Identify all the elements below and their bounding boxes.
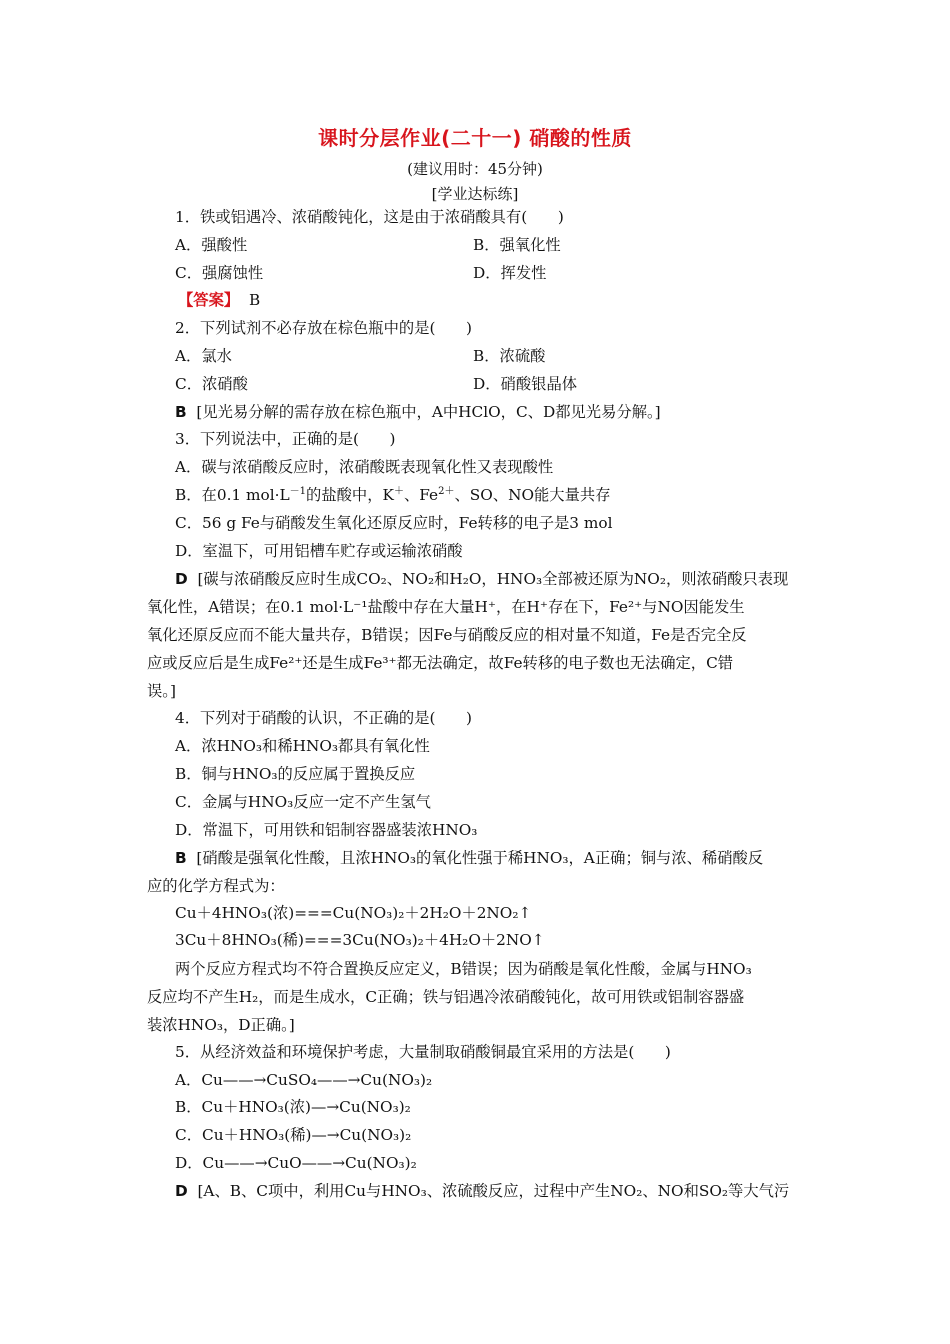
- page-title: 课时分层作业(二十一) 硝酸的性质: [318, 126, 632, 150]
- q1-answer: [178, 290, 260, 310]
- q5-explanation-line1: D [A、B、C项中，利用Cu与HNO₃、浓硫酸反应，过程中产生NO₂、NO和SO₂等大气污: [175, 1182, 790, 1200]
- q5-option-d: D．Cu——→CuO——→Cu(NO₃)₂: [175, 1154, 417, 1172]
- q3-explanation-line3: 氧化还原反应而不能大量共存，B错误；因Fe与硝酸反应的相对量不知道，Fe是否完全反: [147, 626, 747, 644]
- q3-option-d: D．室温下，可用铝槽车贮存或运输浓硝酸: [175, 542, 463, 560]
- q3-option-b: B．在0.1 $mol\cdot L^{-1}$的盐酸中，K＋、$Fe^{2+}$、SO、NO能大量共存: [175, 485, 611, 504]
- q1-stem: 1．铁或铝遇冷、浓硝酸钝化，这是由于浓硝酸具有( ): [175, 208, 564, 226]
- q4-equation-2: 3Cu＋8HNO₃(稀)===3Cu(NO₃)₂＋4H₂O＋2NO↑: [175, 931, 545, 949]
- q4-option-d: D．常温下，可用铁和铝制容器盛装浓HNO₃: [175, 821, 478, 839]
- q1-option-b: B．强氧化性: [473, 236, 561, 254]
- q4-explanation-line1: B [硝酸是强氧化性酸，且浓HNO₃的氧化性强于稀HNO₃，A正确；铜与浓、稀硝酸反: [175, 849, 764, 867]
- q4-explanation-line2: 应的化学方程式为：: [147, 877, 285, 895]
- answer-value: B: [248, 291, 261, 309]
- q3-explanation-line5: 误。]: [147, 682, 176, 700]
- q5-option-b: B．Cu＋HNO₃(浓)—→Cu(NO₃)₂: [175, 1098, 411, 1116]
- q4-option-a: A．浓HNO₃和稀HNO₃都具有氧化性: [175, 737, 430, 755]
- q5-option-c: C．Cu＋HNO₃(稀)—→Cu(NO₃)₂: [175, 1126, 412, 1144]
- explanation-text: [见光易分解的需存放在棕色瓶中，A中HClO，C、D都见光易分解。]: [196, 403, 661, 421]
- q3-option-a: A．碳与浓硝酸反应时，浓硝酸既表现氧化性又表现酸性: [175, 458, 554, 476]
- q4-explanation-line4: 反应均不产生H₂，而是生成水，C正确；铁与铝遇冷浓硝酸钝化，故可用铁或铝制容器盛: [147, 988, 745, 1006]
- q1-option-a: A．强酸性: [175, 236, 248, 254]
- q4-option-c: C．金属与HNO₃反应一定不产生氢气: [175, 793, 431, 811]
- q4-equation-1: Cu＋4HNO₃(浓)===Cu(NO₃)₂＋2H₂O＋2NO₂↑: [175, 904, 532, 922]
- q5-stem: 5．从经济效益和环境保护考虑，大量制取硝酸铜最宜采用的方法是( ): [175, 1043, 671, 1061]
- q1-option-c: C．强腐蚀性: [175, 264, 264, 282]
- q3-explanation-line4: 应或反应后是生成Fe²⁺还是生成Fe³⁺都无法确定，故Fe转移的电子数也无法确定，C错: [147, 654, 734, 672]
- suggested-time: (建议用时：45分钟): [407, 160, 543, 178]
- q5-option-a: A．Cu——→CuSO₄——→Cu(NO₃)₂: [175, 1071, 433, 1089]
- answer-letter: B: [175, 403, 187, 421]
- q3-explanation-line2: 氧化性，A错误；在0.1 mol·L⁻¹盐酸中存在大量H⁺，在H⁺存在下，Fe²⁺与NO因能发生: [147, 598, 745, 616]
- answer-letter: B: [175, 849, 187, 867]
- q2-stem: 2．下列试剂不必存放在棕色瓶中的是( ): [175, 319, 473, 337]
- q1-option-d: D．挥发性: [473, 264, 547, 282]
- q3-explanation-line1: D [碳与浓硝酸反应时生成CO₂、NO₂和H₂O，HNO₃全部被还原为NO₂，则浓硝酸只表现: [175, 570, 789, 588]
- q4-stem: 4．下列对于硝酸的认识，不正确的是( ): [175, 709, 473, 727]
- q3-option-c: C．56 g Fe与硝酸发生氧化还原反应时，Fe转移的电子是3 mol: [175, 514, 613, 532]
- q2-option-a: A．氯水: [175, 347, 232, 365]
- q4-explanation-line5: 装浓HNO₃，D正确。]: [147, 1016, 295, 1034]
- q2-explanation: [175, 402, 661, 422]
- answer-tag: 【答案】: [178, 291, 240, 309]
- q2-option-d: D．硝酸银晶体: [473, 375, 578, 393]
- answer-letter: D: [175, 1182, 188, 1200]
- section-heading: [学业达标练]: [431, 185, 519, 203]
- q3-stem: 3．下列说法中，正确的是( ): [175, 430, 396, 448]
- q2-option-b: B．浓硫酸: [473, 347, 546, 365]
- q4-option-b: B．铜与HNO₃的反应属于置换反应: [175, 765, 416, 783]
- q4-explanation-line3: 两个反应方程式均不符合置换反应定义，B错误；因为硝酸是氧化性酸，金属与HNO₃: [175, 960, 752, 978]
- q2-option-c: C．浓硝酸: [175, 375, 248, 393]
- answer-letter: D: [175, 570, 188, 588]
